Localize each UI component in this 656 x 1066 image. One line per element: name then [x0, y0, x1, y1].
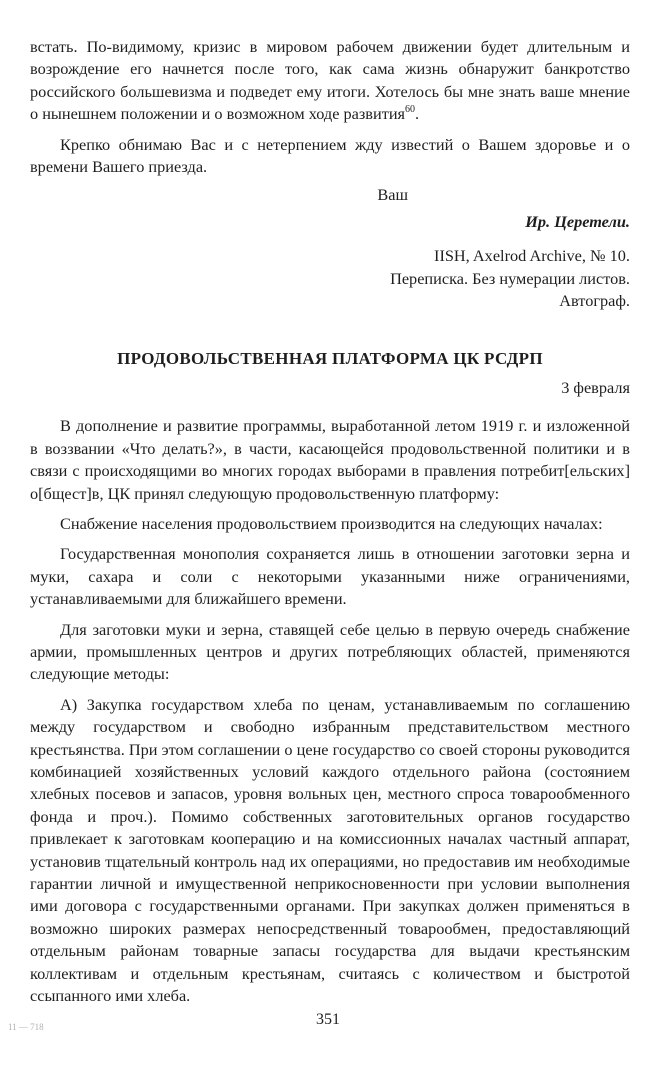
letter-signature: Ир. Церетели.: [525, 211, 630, 231]
letter-paragraph-1-text: встать. По-видимому, кризис в мировом рабочем движении будет длительным и возрождение его начнется после того, как сама жизнь обнаружит банкротство российского большевизма и подведет ему итоги. Хотелось бы мне знать ваше мнение о нынешнем положении и о возможном ходе развития: [30, 37, 630, 124]
footnote-ref-60: 60: [405, 104, 416, 116]
doc-paragraph-4: Для заготовки муки и зерна, ставящей себе целью в первую очередь снабжение армии, промышленных центров и других потребляющих областей, применяются следующие методы:: [30, 619, 630, 684]
doc-paragraph-5: А) Закупка государством хлеба по ценам, устанавливаемым по соглашению между государством и свободно избранным представительством местного крестьянства. При этом соглашении о цене государство со своей стороны руководится комбинацией хозяйственных условий каждого отдельного района (состоянием хлебных посевов и запасов, уровня вольных цен, местного спроса товарообменного фонда и проч.). Помимо собственных заготовительных органов государство привлекает к заготовкам кооперацию и на комиссионных началах частный аппарат, установив тщательный контроль над их операциями, но предоставив им необходимые гарантии личной и имущественной неприкосновенности при условии выполнения ими договора с государственными органами. При закупках должен применяться в возможно широких размерах непосредственный товарообмен, предоставляющий отдельным районам товарные запасы государства для выдачи крестьянским коллективам и отдельным крестьянам, считаясь с количеством и быстротой ссыпанного ими хлеба.: [30, 694, 630, 1006]
letter-paragraph-2: Крепко обнимаю Вас и с нетерпением жду известий о Вашем здоровье и о времени Вашего приезда.: [30, 134, 630, 177]
page-number: 351: [316, 1011, 340, 1028]
source-line-3: Автограф.: [559, 291, 630, 311]
doc-paragraph-1: В дополнение и развитие программы, выработанной летом 1919 г. и изложенной в воззвании «Что делать?», в части, касающейся продовольственной политики и в связи с происходящими во многих городах выборами в правления потребит[ельских] о[бщест]в, ЦК принял следующую продовольственную платформу:: [30, 416, 630, 503]
text-block: [30, 36, 630, 1007]
document-date: 3 февраля: [561, 377, 630, 397]
letter-closing: Ваш: [377, 185, 408, 205]
doc-paragraph-2: Снабжение населения продовольствием производится на следующих началах:: [60, 513, 603, 533]
margin-mark: 11 — 718: [8, 1022, 44, 1032]
source-line-2: Переписка. Без нумерации листов.: [390, 268, 630, 288]
source-line-1: IISH, Axelrod Archive, № 10.: [434, 246, 630, 266]
letter-paragraph-1-end: .: [415, 104, 420, 124]
document-title: ПРОДОВОЛЬСТВЕННАЯ ПЛАТФОРМА ЦК РСДРП: [117, 349, 543, 369]
doc-paragraph-3: Государственная монополия сохраняется лишь в отношении заготовки зерна и муки, сахара и соли с некоторыми указанными ниже ограничениями, устанавливаемыми для ближайшего времени.: [30, 544, 630, 609]
letter-paragraph-1: [30, 36, 630, 126]
